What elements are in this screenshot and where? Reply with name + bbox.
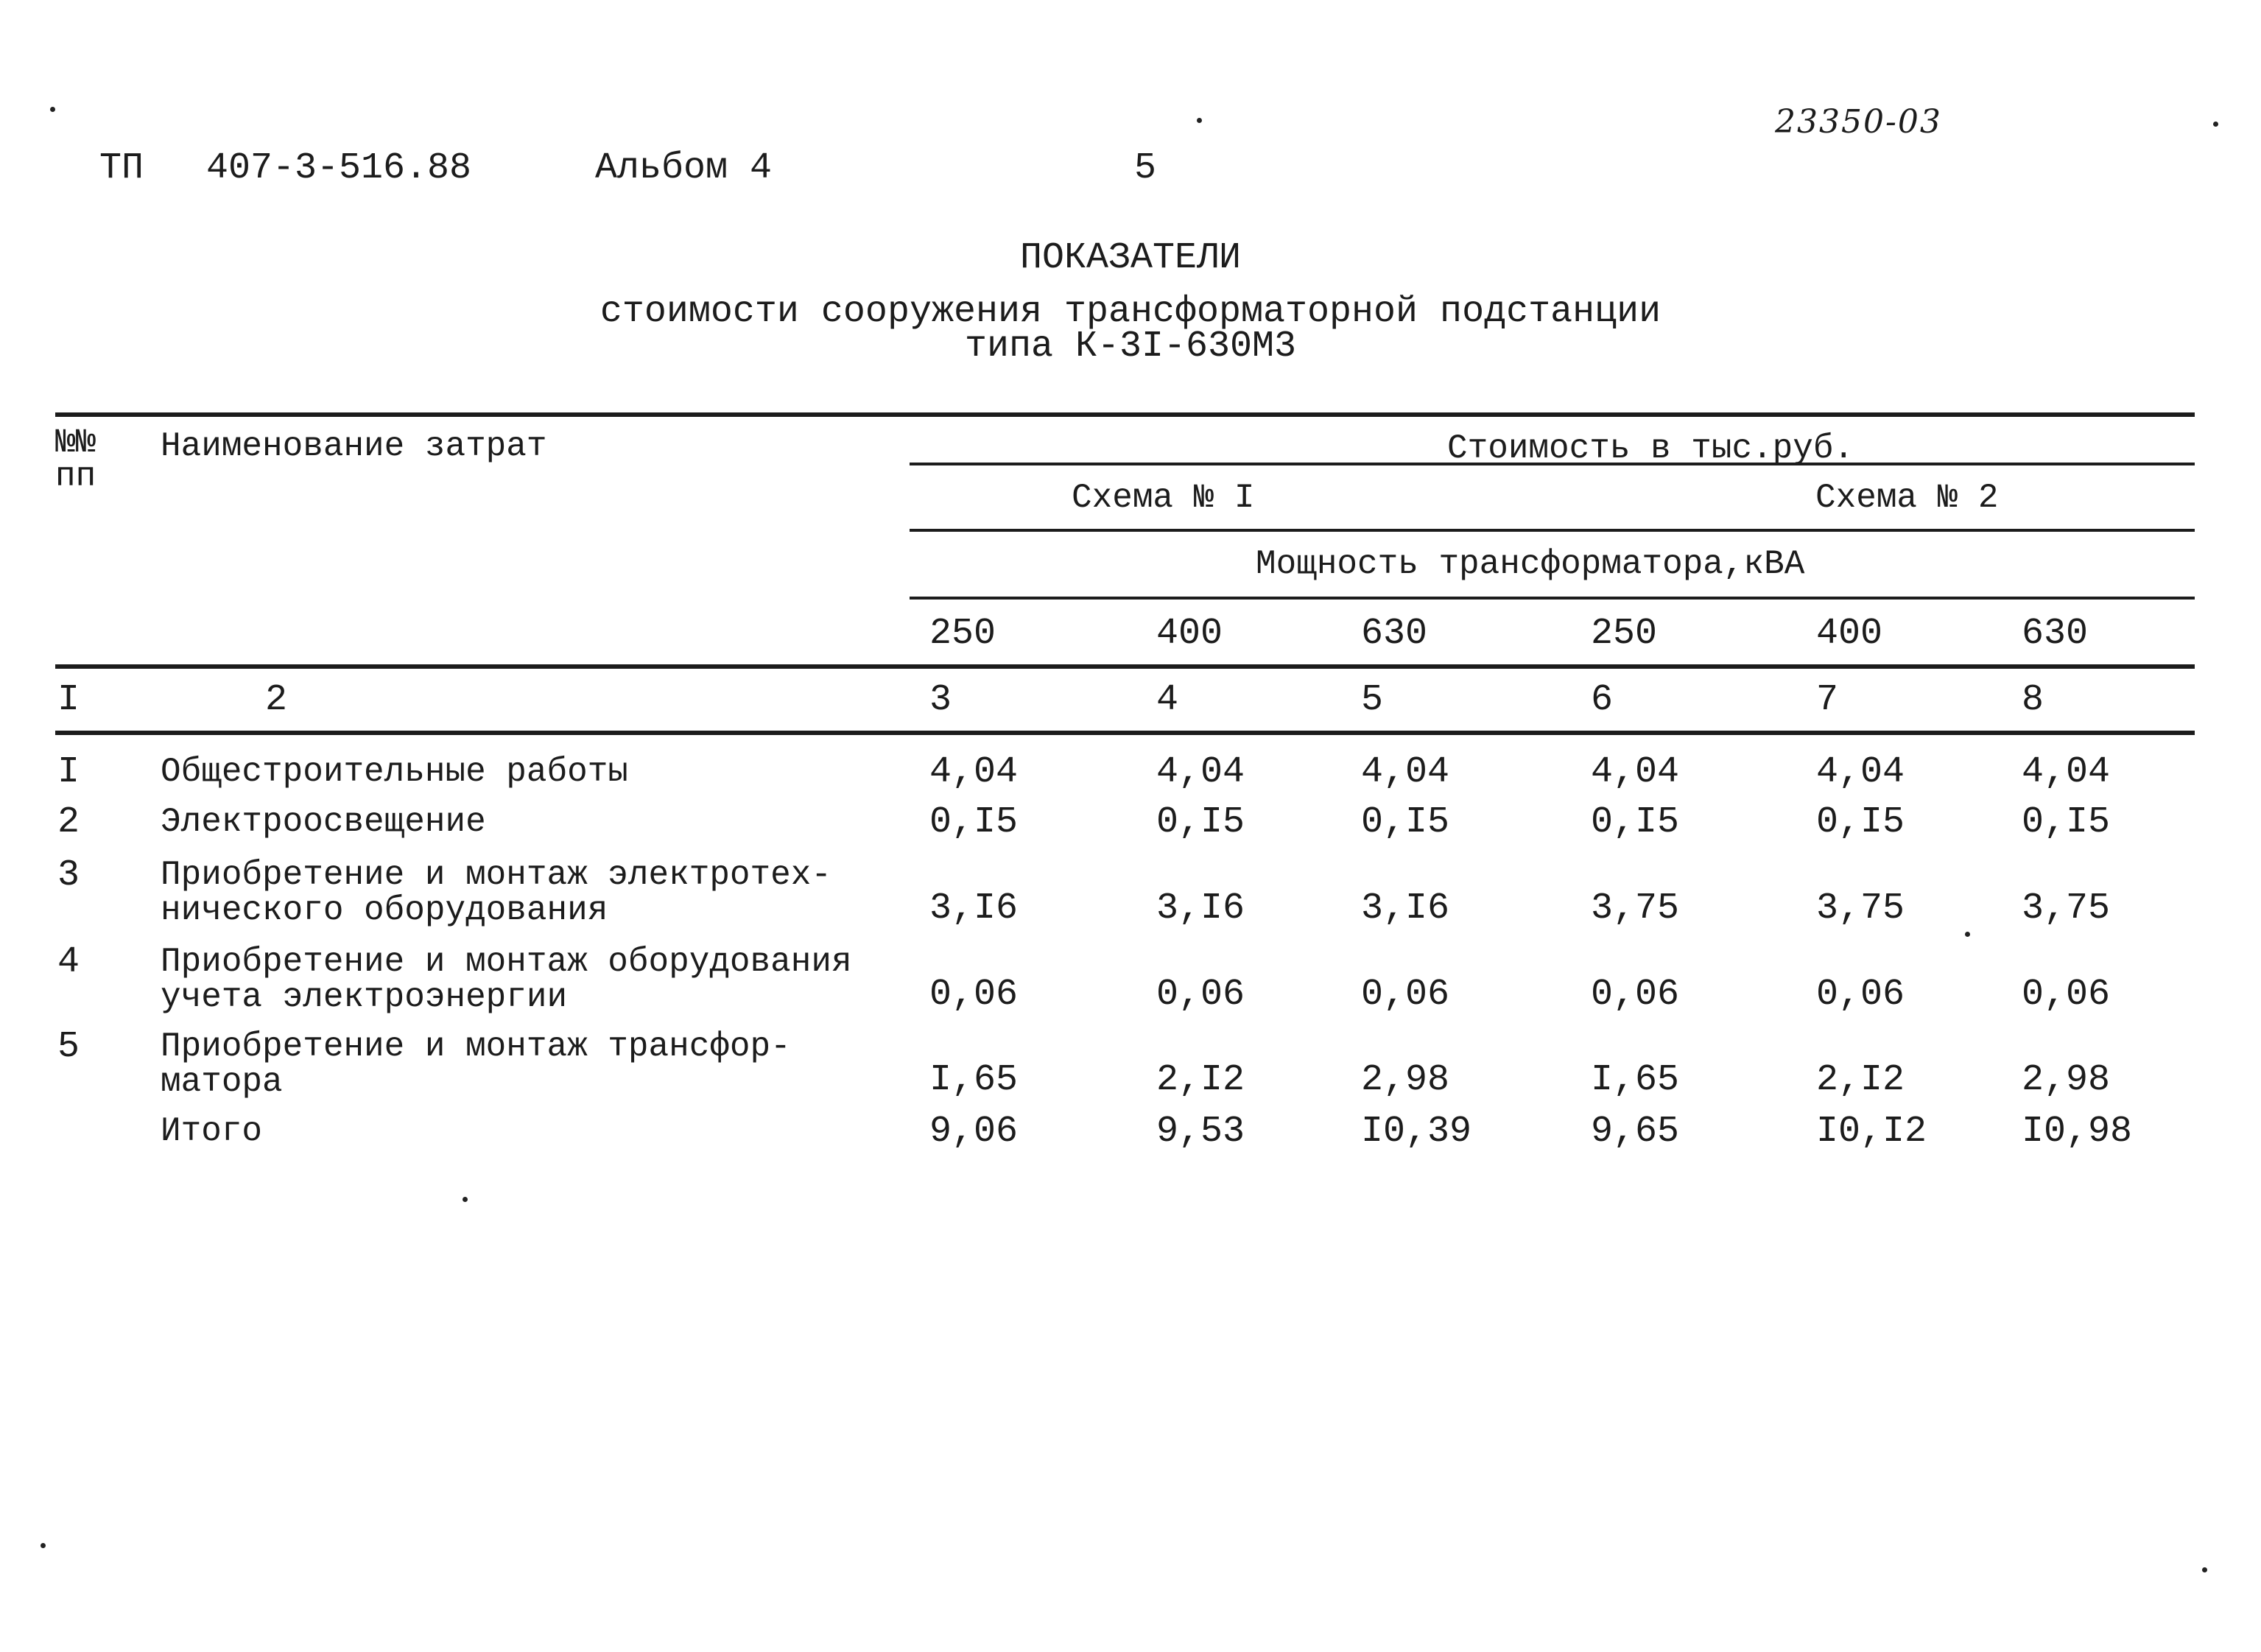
table-cell: 2,I2 bbox=[1816, 1059, 1905, 1101]
row-name-line: Электроосвещение bbox=[161, 803, 486, 841]
row-number: 5 bbox=[57, 1026, 80, 1068]
scan-speck bbox=[50, 107, 55, 112]
table-cell: 0,I5 bbox=[2022, 801, 2111, 843]
page-number: 5 bbox=[1134, 147, 1157, 189]
column-number: 4 bbox=[1156, 679, 1179, 721]
row-name bbox=[161, 857, 971, 928]
table-cell: 0,06 bbox=[1591, 974, 1680, 1016]
header-bottom-rule bbox=[55, 664, 2195, 669]
table-cell: 4,04 bbox=[1816, 751, 1905, 793]
row-number: I bbox=[57, 751, 80, 793]
table-cell: 2,98 bbox=[1361, 1059, 1450, 1101]
total-cell: I0,39 bbox=[1361, 1111, 1472, 1153]
row-name bbox=[161, 804, 971, 840]
power-value: 400 bbox=[1816, 613, 1883, 655]
scan-speck bbox=[463, 1197, 468, 1202]
scan-speck bbox=[2202, 1567, 2207, 1572]
table-cell: 3,I6 bbox=[929, 887, 1019, 929]
table-cell: 4,04 bbox=[929, 751, 1019, 793]
power-value: 250 bbox=[1591, 613, 1658, 655]
table-cell: 3,75 bbox=[1591, 887, 1680, 929]
series-label: ТП bbox=[99, 147, 144, 189]
scheme-2-header: Схема № 2 bbox=[1815, 479, 1999, 517]
scan-speck bbox=[1197, 118, 1202, 123]
table-cell: 3,75 bbox=[2022, 887, 2111, 929]
power-value: 630 bbox=[1361, 613, 1428, 655]
row-name bbox=[161, 754, 971, 790]
row-name-line: матора bbox=[161, 1063, 283, 1101]
power-value: 400 bbox=[1156, 613, 1223, 655]
table-cell: 4,04 bbox=[1591, 751, 1680, 793]
table-cell: 3,I6 bbox=[1361, 887, 1450, 929]
scan-speck bbox=[2213, 122, 2218, 127]
cost-header: Стоимость в тыс.руб. bbox=[1447, 429, 1854, 468]
table-cell: 0,06 bbox=[1361, 974, 1450, 1016]
total-row-label bbox=[161, 1114, 971, 1149]
table-cell: 3,I6 bbox=[1156, 887, 1245, 929]
table-cell: 0,I5 bbox=[1816, 801, 1905, 843]
power-value: 250 bbox=[929, 613, 996, 655]
title-line-3: типа К-3I-630М3 bbox=[964, 326, 1297, 368]
table-cell: 0,06 bbox=[2022, 974, 2111, 1016]
handwritten-stamp: 23350-03 bbox=[1775, 103, 1942, 141]
column-name-header: Наименование затрат bbox=[161, 427, 547, 465]
table-cell: 4,04 bbox=[1361, 751, 1450, 793]
table-cell: 0,06 bbox=[1156, 974, 1245, 1016]
table-top-rule bbox=[55, 412, 2195, 417]
table-cell: 4,04 bbox=[2022, 751, 2111, 793]
table-cell: I,65 bbox=[1591, 1059, 1680, 1101]
scheme-header-rule bbox=[910, 529, 2195, 532]
title-line-1: ПОКАЗАТЕЛИ bbox=[1019, 237, 1242, 279]
column-numbers-rule bbox=[55, 731, 2195, 735]
column-number: 3 bbox=[929, 679, 952, 721]
row-name-line: нического оборудования bbox=[161, 891, 608, 929]
row-name-line: Приобретение и монтаж трансфор- bbox=[161, 1027, 791, 1066]
scan-speck bbox=[41, 1543, 46, 1548]
total-cell: I0,98 bbox=[2022, 1111, 2133, 1153]
power-header: Мощность трансформатора,кВА bbox=[1256, 545, 1805, 583]
table-cell: I,65 bbox=[929, 1059, 1019, 1101]
column-number: 6 bbox=[1591, 679, 1614, 721]
row-number: 2 bbox=[57, 801, 80, 843]
row-name-line: Итого bbox=[161, 1112, 263, 1150]
column-number: 2 bbox=[265, 679, 288, 721]
scan-speck bbox=[1965, 932, 1970, 937]
table-cell: 4,04 bbox=[1156, 751, 1245, 793]
row-name bbox=[161, 944, 971, 1015]
row-name-line: Приобретение и монтаж оборудования bbox=[161, 943, 852, 981]
table-cell: 0,06 bbox=[1816, 974, 1905, 1016]
table-cell: 2,I2 bbox=[1156, 1059, 1245, 1101]
row-number: 4 bbox=[57, 941, 80, 983]
table-cell: 3,75 bbox=[1816, 887, 1905, 929]
power-value: 630 bbox=[2022, 613, 2089, 655]
document-code: 407-3-516.88 bbox=[206, 147, 472, 189]
row-name-line: учета электроэнергии bbox=[161, 978, 568, 1016]
scheme-1-header: Схема № I bbox=[1072, 479, 1255, 517]
table-cell: 0,I5 bbox=[1156, 801, 1245, 843]
column-number: 8 bbox=[2022, 679, 2044, 721]
column-number: 7 bbox=[1816, 679, 1839, 721]
power-header-rule bbox=[910, 597, 2195, 600]
total-cell: 9,65 bbox=[1591, 1111, 1680, 1153]
table-cell: 0,I5 bbox=[929, 801, 1019, 843]
total-cell: I0,I2 bbox=[1816, 1111, 1927, 1153]
table-cell: 0,I5 bbox=[1591, 801, 1680, 843]
table-cell: 2,98 bbox=[2022, 1059, 2111, 1101]
row-name-line: Приобретение и монтаж электротех- bbox=[161, 856, 831, 894]
column-number-header-line-2: пп bbox=[55, 457, 96, 496]
total-cell: 9,06 bbox=[929, 1111, 1019, 1153]
table-cell: 0,I5 bbox=[1361, 801, 1450, 843]
row-name bbox=[161, 1029, 971, 1100]
column-number-header-line-1: №№ bbox=[55, 423, 96, 462]
column-number: 5 bbox=[1361, 679, 1384, 721]
title-line-2: стоимости сооружения трансформаторной подстанции bbox=[599, 291, 1662, 333]
row-number: 3 bbox=[57, 854, 80, 896]
album-label: Альбом 4 bbox=[595, 147, 773, 189]
column-number-header bbox=[55, 423, 96, 496]
column-number: I bbox=[57, 679, 80, 721]
table-cell: 0,06 bbox=[929, 974, 1019, 1016]
row-name-line: Общестроительные работы bbox=[161, 753, 628, 791]
total-cell: 9,53 bbox=[1156, 1111, 1245, 1153]
